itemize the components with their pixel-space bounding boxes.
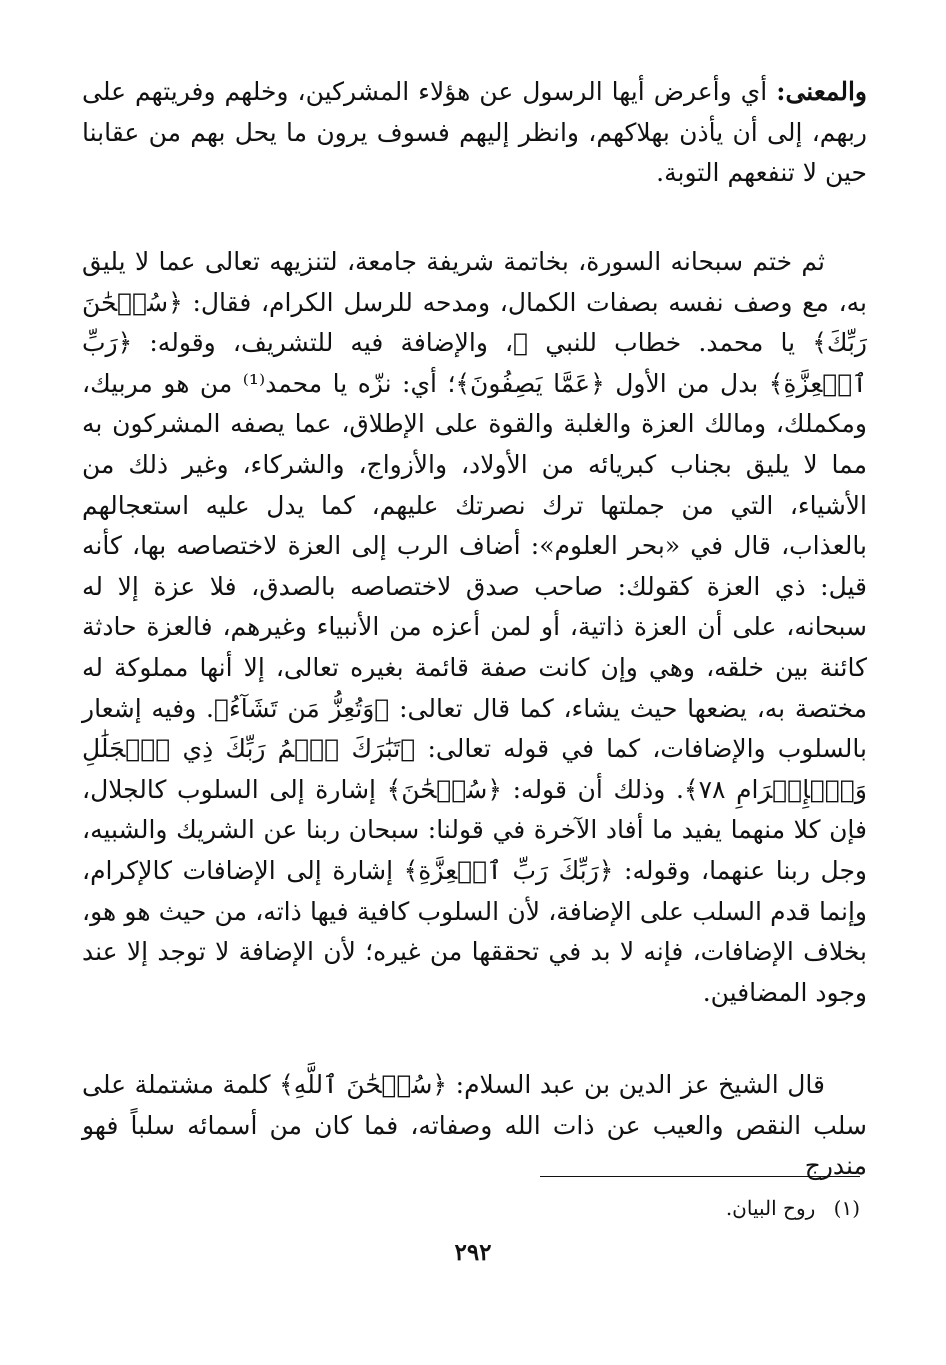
paragraph-text: أي وأعرض أيها الرسول عن هؤلاء المشركين، وخلهم وفريتهم على ربهم، إلى أن يأذن بهلاكهم، وانظر إليهم فسوف يرون ما يحل بهم من عقابنا حين لا تنفعهم التوبة.	[82, 77, 867, 188]
paragraph-text: ثم ختم سبحانه السورة، بخاتمة شريفة جامعة، لتنزيهه تعالى عما لا يليق به، مع وصف نفسه بصفات الكمال، ومدحه للرسل الكرام، فقال: ﴿سُبۡحَٰنَ رَبِّكَ﴾ يا محمد. خطاب للنبي ﷺ، والإضافة فيه للتشريف، وقوله: ﴿رَبِّ ٱلۡعِزَّةِ﴾ بدل من الأول ﴿عَمَّا يَصِفُونَ﴾؛ أي: نزّه يا محمد⁽¹⁾ من هو مربيك، ومكملك، ومالك العزة والغلبة والقوة على الإطلاق، عما يصفه المشركون به مما لا يليق بجناب كبريائه من الأولاد، والأزواج، والشركاء، وغير ذلك من الأشياء، التي من جملتها ترك نصرتك عليهم، كما يدل عليه استعجالهم بالعذاب، قال في «بحر العلوم»: أضاف الرب إلى العزة لاختصاصه بها، كأنه قيل: ذي العزة كقولك: صاحب صدق لاختصاصه بالصدق، فلا عزة إلا له سبحانه، على أن العزة ذاتية، أو لمن أعزه من الأنبياء وغيرهم، فالعزة حادثة كائنة بين خلقه، وهي وإن كانت صفة قائمة بغيره تعالى، إلا أنها مملوكة له مختصة به، يضعها حيث يشاء، كما قال تعالى: ﴿وَتُعِزُّ مَن تَشَآءُ﴾. وفيه إشعار بالسلوب والإضافات، كما في قوله تعالى: ﴿تَبَٰرَكَ ٱسۡمُ رَبِّكَ ذِي ٱلۡجَلَٰلِ وَٱلۡإِكۡرَامِ ٧٨﴾. وذلك أن قوله: ﴿سُبۡحَٰنَ﴾ إشارة إلى السلوب كالجلال، فإن كلا منهما يفيد ما أفاد الآخرة في قولنا: سبحان ربنا عن الشريك والشبيه، وجل ربنا عنهما، وقوله: ﴿رَبِّكَ رَبِّ ٱلۡعِزَّةِ﴾ إشارة إلى الإضافات كالإكرام، وإنما قدم السلب على الإضافة، لأن السلوب كافية فيها ذاته، من حيث هو هو، بخلاف الإضافات، فإنه لا بد في تحققها من غيره؛ لأن الإضافة لا توجد إلا عند وجود المضافين.	[82, 247, 868, 1007]
footnote-separator	[540, 1176, 860, 1177]
footnote-text: روح البيان.	[725, 1196, 816, 1220]
paragraph-text: قال الشيخ عز الدين بن عبد السلام: ﴿سُبۡحَٰنَ ٱللَّهِ﴾ كلمة مشتملة على سلب النقص والعيب عن ذات الله وصفاته، فما كان من أسمائه سلباً فهو مندرج	[82, 1070, 867, 1181]
paragraph-izz-al-din-quote	[82, 1065, 867, 1187]
paragraph-lead-term: والمعنى:	[776, 77, 867, 106]
paragraph-commentary	[82, 242, 867, 1013]
paragraph-meaning	[82, 72, 867, 194]
footnote-marker: (١)	[833, 1196, 860, 1220]
page-number: ٢٩٢	[454, 1239, 492, 1266]
footnote	[460, 1193, 860, 1223]
